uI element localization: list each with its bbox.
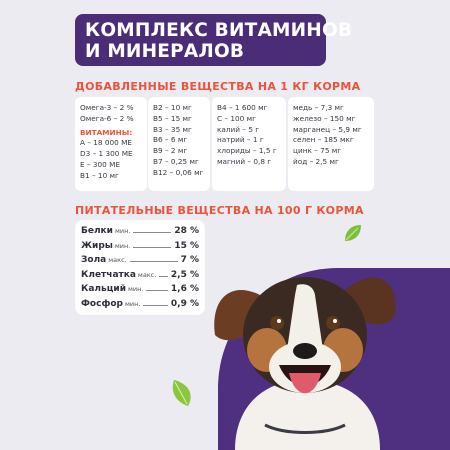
b-vitamins-card xyxy=(148,97,210,191)
list-item: марганец – 5,9 мг xyxy=(293,124,362,134)
list-item: магний – 0,8 г xyxy=(217,156,272,166)
list-item: B1 – 10 мг xyxy=(80,170,119,180)
list-item: E – 300 МЕ xyxy=(80,159,121,169)
dog-photo xyxy=(205,255,405,450)
list-item: B3 – 35 мг xyxy=(153,124,192,134)
nutrient-name: Жиры xyxy=(81,240,113,251)
leaf-icon xyxy=(170,378,196,408)
nutrient-name: Клетчатка xyxy=(81,269,136,280)
nutrients-section-title: ПИТАТЕЛЬНЫЕ ВЕЩЕСТВА НА 100 Г КОРМА xyxy=(75,204,364,217)
list-item: B9 – 2 мг xyxy=(153,146,188,156)
list-item: B2 – 10 мг xyxy=(153,103,192,112)
nutrient-row xyxy=(81,255,199,270)
nutrient-row xyxy=(81,241,199,256)
list-item: B7 – 0,25 мг xyxy=(153,156,199,166)
dotted-leader xyxy=(133,247,171,248)
list-item: натрий – 1 г xyxy=(217,135,264,145)
nutrient-name: Зола xyxy=(81,255,107,266)
macro-minerals-card xyxy=(212,97,286,191)
list-item: B12 – 0,06 мг xyxy=(153,167,204,177)
dotted-leader xyxy=(133,232,171,233)
nutrient-qualifier: мин. xyxy=(114,227,131,235)
nutrients-card xyxy=(75,220,205,315)
list-item: хлориды – 1,5 г xyxy=(217,146,277,156)
title-line-1: КОМПЛЕКС ВИТАМИНОВ xyxy=(85,20,353,41)
list-item: B5 – 15 мг xyxy=(153,113,192,123)
nutrient-qualifier: макс. xyxy=(108,256,127,265)
list-item: железо – 150 мг xyxy=(293,113,356,123)
list-item: йод – 2,5 мг xyxy=(293,156,339,166)
nutrient-name: Белки xyxy=(81,226,113,236)
nutrient-value: 2,5 % xyxy=(170,269,199,280)
nutrient-row xyxy=(81,284,199,299)
nutrient-value: 7 % xyxy=(180,255,199,266)
title-line-2: И МИНЕРАЛОВ xyxy=(85,41,245,62)
nutrient-value: 1,6 % xyxy=(170,284,199,295)
dotted-leader xyxy=(146,290,167,291)
nutrient-name: Кальций xyxy=(81,284,126,295)
nutrient-value: 28 % xyxy=(174,226,199,236)
list-item: калий – 5 г xyxy=(217,124,260,134)
nutrient-value: 0,9 % xyxy=(170,298,199,309)
nutrient-name: Фосфор xyxy=(81,298,123,309)
nutrient-qualifier: мин. xyxy=(114,241,131,250)
vitamins-label: ВИТАМИНЫ: xyxy=(80,127,133,137)
nutrient-row xyxy=(81,270,199,285)
nutrient-qualifier: макс. xyxy=(137,270,157,279)
nutrient-row xyxy=(81,299,199,314)
list-item: Омега-3 – 2 % xyxy=(80,103,134,112)
dotted-leader xyxy=(143,305,167,306)
added-section-title: ДОБАВЛЕННЫЕ ВЕЩЕСТВА НА 1 КГ КОРМА xyxy=(75,80,361,93)
list-item: Омега-6 – 2 % xyxy=(80,113,134,123)
list-item: селен – 185 мкг xyxy=(293,135,354,145)
list-item: B6 – 6 мг xyxy=(153,135,188,145)
list-item: A – 18 000 МЕ xyxy=(80,138,133,148)
nutrient-value: 15 % xyxy=(174,240,199,251)
dotted-leader xyxy=(130,261,178,262)
omega-vitamins-card xyxy=(75,97,147,191)
title-banner xyxy=(75,14,353,66)
list-item: медь – 7,3 мг xyxy=(293,103,344,112)
nutrient-qualifier: мин. xyxy=(128,285,144,294)
trace-elements-card xyxy=(288,97,374,191)
leaf-icon xyxy=(343,223,363,243)
list-item: D3 – 1 300 МЕ xyxy=(80,149,133,159)
list-item: C – 100 мг xyxy=(217,113,256,123)
nutrient-qualifier: мин. xyxy=(125,299,141,308)
list-item: B4 – 1 600 мг xyxy=(217,103,268,112)
dotted-leader xyxy=(159,276,168,277)
nutrient-row xyxy=(81,226,199,241)
list-item: цинк – 75 мг xyxy=(293,146,342,156)
